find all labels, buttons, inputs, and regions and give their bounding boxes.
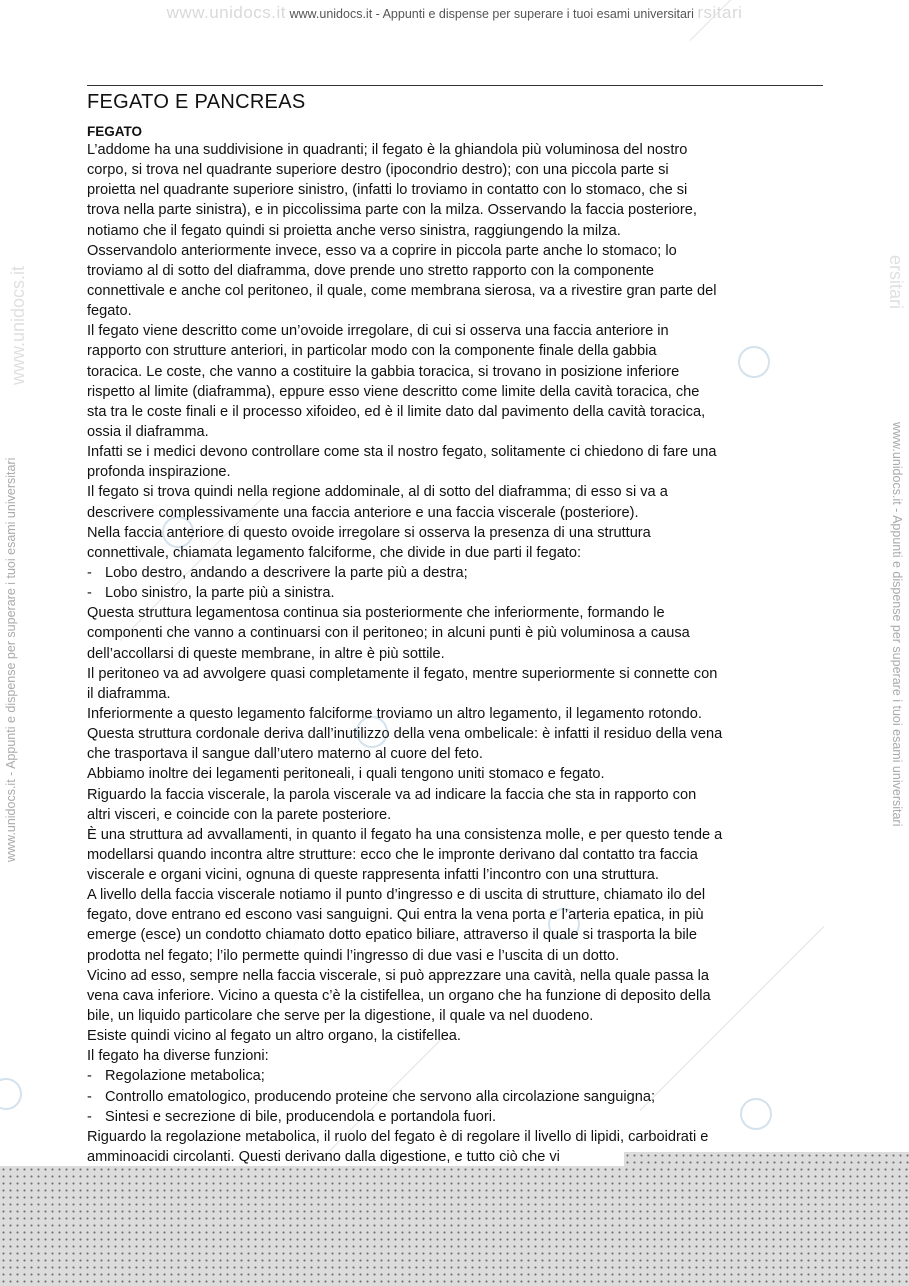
text-line: ossia il diaframma. bbox=[87, 423, 209, 440]
bullet-text: Regolazione metabolica; bbox=[105, 1068, 265, 1085]
text-line: bile, un liquido particolare che serve per la digestione, il quale va nel duodeno. bbox=[87, 1008, 594, 1025]
text-line: rispetto al limite (diaframma), eppure esso viene descritto come limite della cavità toracica, che bbox=[87, 383, 700, 400]
text-line: che trasportava il sangue dall’utero materno al cuore del feto. bbox=[87, 746, 483, 763]
text-line: Riguardo la regolazione metabolica, il ruolo del fegato è di regolare il livello di lipidi, carboidrati e bbox=[87, 1128, 709, 1145]
text-line: Nella faccia anteriore di questo ovoide irregolare si osserva la presenza di una struttura bbox=[87, 524, 651, 541]
text-line: descrivere complessivamente una faccia anteriore e una faccia viscerale (posteriore). bbox=[87, 504, 639, 521]
title-rule bbox=[87, 85, 823, 86]
text-line: connettivale e anche col peritoneo, il quale, come membrana sierosa, va a rivestire gran parte del bbox=[87, 282, 717, 299]
text-line: Il fegato ha diverse funzioni: bbox=[87, 1048, 269, 1065]
bullet-dash: - bbox=[87, 1088, 92, 1105]
side-ghost-left: www.unidocs.it bbox=[8, 265, 28, 385]
header-ghost-left: www.unidocs.it bbox=[166, 3, 287, 22]
bullet-text: Lobo destro, andando a descrivere la parte più a destra; bbox=[105, 564, 468, 581]
header-banner-text: www.unidocs.it - Appunti e dispense per superare i tuoi esami universitari bbox=[289, 7, 694, 21]
text-line: emerge (esce) un condotto chiamato dotto epatico biliare, attraverso il quale si trasporta la bile bbox=[87, 927, 698, 944]
text-line: prodotta nel fegato; l’ilo permette quindi l’ingresso di due vasi e l’uscita di un dotto. bbox=[87, 947, 620, 964]
text-line: modellarsi quando incontra altre strutture: ecco che le impronte derivano dal contatto tra faccia bbox=[87, 846, 698, 863]
bullet-dash: - bbox=[87, 564, 92, 581]
text-line: notiamo che il fegato quindi si proietta anche verso sinistra, raggiungendo la milza. bbox=[87, 222, 621, 239]
text-line: trova nella parte sinistra), e in piccolissima parte con la milza. Osservando la faccia posteriore, bbox=[87, 202, 697, 219]
text-line: profonda inspirazione. bbox=[87, 464, 231, 481]
text-line: amminoacidi circolanti. Questi derivano dalla digestione, e tutto ciò che vi bbox=[87, 1149, 560, 1166]
bullet-item bbox=[87, 1066, 827, 1086]
text-line: altri visceri, e coincide con la parete posteriore. bbox=[87, 806, 392, 823]
text-line: Il peritoneo va ad avvolgere quasi completamente il fegato, mentre superiormente si connette con bbox=[87, 665, 718, 682]
preview-mask bbox=[0, 1166, 909, 1286]
bullet-text: Sintesi e secrezione di bile, producendola e portandola fuori. bbox=[105, 1108, 497, 1125]
text-line: È una struttura ad avvallamenti, in quanto il fegato ha una consistenza molle, e per questo tende a bbox=[87, 826, 723, 843]
text-line: corpo, si trova nel quadrante superiore destro (ipocondrio destro); con una piccola parte si bbox=[87, 162, 669, 179]
bullet-text: Lobo sinistro, la parte più a sinistra. bbox=[105, 585, 335, 602]
text-line: componenti che vanno a continuarsi con il peritoneo; in alcuni punti è più voluminosa a causa bbox=[87, 625, 690, 642]
side-watermark-right: www.unidocs.it - Appunti e dispense per superare i tuoi esami universitari bbox=[890, 422, 904, 827]
text-line: Il fegato si trova quindi nella regione addominale, al di sotto del diaframma; di esso si va a bbox=[87, 484, 668, 501]
bullet-dash: - bbox=[87, 1068, 92, 1085]
text-line: connettivale, chiamata legamento falciforme, che divide in due parti il fegato: bbox=[87, 544, 582, 561]
text-line: Questa struttura cordonale deriva dall’inutilizzo della vena ombelicale: è infatti il residuo della vena bbox=[87, 726, 723, 743]
text-line: A livello della faccia viscerale notiamo il punto d’ingresso e di uscita di strutture, chiamato ilo del bbox=[87, 887, 706, 904]
header-ghost-right: rsitari bbox=[697, 3, 743, 22]
text-line: L’addome ha una suddivisione in quadranti; il fegato è la ghiandola più voluminosa del nostro bbox=[87, 142, 688, 158]
bullet-item bbox=[87, 563, 827, 583]
text-line: rapporto con strutture anteriori, in particolar modo con la componente finale della gabbia bbox=[87, 343, 657, 360]
bullet-item bbox=[87, 1107, 827, 1127]
text-line: viscerale e organi vicini, ognuna di queste rappresenta infatti l’incontro con una struttura. bbox=[87, 867, 659, 884]
watermark-logo-icon bbox=[0, 1078, 22, 1110]
bullet-text: Controllo ematologico, producendo proteine che servono alla circolazione sanguigna; bbox=[105, 1088, 656, 1105]
text-line: sta tra le coste finali e il processo xifoideo, ed è il limite dato dal pavimento della cavità toracica, bbox=[87, 403, 706, 420]
text-line: il diaframma. bbox=[87, 685, 171, 702]
text-line: fegato. bbox=[87, 303, 132, 320]
text-line: Vicino ad esso, sempre nella faccia viscerale, si può apprezzare una cavità, nella quale passa la bbox=[87, 967, 709, 984]
text-line: Questa struttura legamentosa continua sia posteriormente che inferiormente, formando le bbox=[87, 605, 665, 622]
side-watermark-left: www.unidocs.it - Appunti e dispense per superare i tuoi esami universitari bbox=[4, 457, 18, 862]
page-title: FEGATO E PANCREAS bbox=[87, 91, 306, 113]
text-line: Riguardo la faccia viscerale, la parola viscerale va ad indicare la faccia che sta in rapporto con bbox=[87, 786, 697, 803]
text-line: toracica. Le coste, che vanno a costituire la gabbia toracica, si trovano in posizione inferiore bbox=[87, 363, 680, 380]
text-line: dell’accollarsi di queste membrane, in altre è più sottile. bbox=[87, 645, 445, 662]
text-line: Il fegato viene descritto come un’ovoide irregolare, di cui si osserva una faccia anteriore in bbox=[87, 323, 669, 340]
bullet-dash: - bbox=[87, 585, 92, 602]
text-line: Osservandolo anteriormente invece, esso va a coprire in piccola parte anche lo stomaco; lo bbox=[87, 242, 677, 259]
bullet-dash: - bbox=[87, 1108, 92, 1125]
text-line: troviamo al di sotto del diaframma, dove prende uno stretto rapporto con la componente bbox=[87, 262, 655, 279]
text-line: vena cava inferiore. Vicino a questa c’è la cistifellea, un organo che ha funzione di deposito della bbox=[87, 987, 711, 1004]
body-text bbox=[87, 140, 827, 1167]
section-heading: FEGATO bbox=[87, 124, 143, 139]
bullet-item bbox=[87, 1087, 827, 1107]
text-line: Infatti se i medici devono controllare come sta il nostro fegato, solitamente ci chiedono di fare una bbox=[87, 444, 717, 461]
header-banner bbox=[0, 4, 909, 22]
text-line: Inferiormente a questo legamento falciforme troviamo un altro legamento, il legamento rotondo. bbox=[87, 705, 702, 722]
text-line: fegato, dove entrano ed escono vasi sanguigni. Qui entra la vena porta e l’arteria epatica, in più bbox=[87, 907, 704, 924]
text-line: proietta nel quadrante superiore sinistro, (infatti lo troviamo in contatto con lo stomaco, che si bbox=[87, 182, 688, 199]
bullet-item bbox=[87, 583, 827, 603]
text-line: Abbiamo inoltre dei legamenti peritoneali, i quali tengono uniti stomaco e fegato. bbox=[87, 766, 605, 783]
side-ghost-right: ersitari bbox=[886, 255, 906, 310]
text-line: Esiste quindi vicino al fegato un altro organo, la cistifellea. bbox=[87, 1028, 461, 1045]
